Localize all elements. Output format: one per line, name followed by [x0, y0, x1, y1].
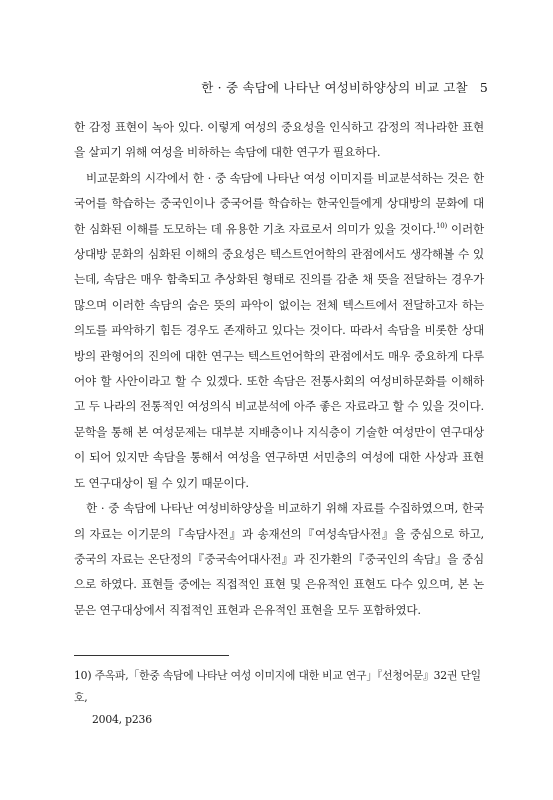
- footnote-divider: [74, 655, 229, 656]
- running-title: 한 · 중 속담에 나타난 여성비하양상의 비교 고찰: [201, 80, 468, 95]
- running-header: [201, 78, 488, 96]
- paragraph-3: 한 · 중 속담에 나타난 여성비하양상을 비교하기 위해 자료를 수집하였으며, 한국의 자료는 이기문의『속담사전』과 송재선의『여성속담사전』을 중심으로 하고, 중국의 자료는 온단정의『중국속어대사전』과 진가환의『중국인의 속담』을 중심으로 하였다. 표현들 중에는 직접적인 표현 및 은유적인 표현도 다수 있으며, 본 논문은 연구대상에서 직접적인 표현과 은유적인 표현을 모두 포함하였다.: [74, 501, 484, 617]
- footnote: [74, 665, 484, 731]
- paragraph-2-before-ref: 비교문화의 시각에서 한 · 중 속담에 나타난 여성 이미지를 비교분석하는 것은 한국어를 학습하는 중국인이나 중국어를 학습하는 한국인들에게 상대방의 문화에 대한 심화된 이해를 도모하는 데 유용한 기초 자료로서 의미가 있을 것이다.: [74, 170, 484, 236]
- footnote-reference[interactable]: 10): [436, 221, 448, 230]
- footnote-line-2: 2004, p236: [92, 713, 152, 726]
- page-number: 5: [479, 80, 488, 95]
- paragraph-2-after-ref: 이러한 상대방 문화의 심화된 이해의 중요성은 텍스트언어학의 관점에서도 생각해볼 수 있는데, 속담은 매우 함축되고 추상화된 형태로 진의를 감춘 채 뜻을 전달하는 경우가 많으며 이러한 속담의 숨은 뜻의 파악이 없이는 전체 텍스트에서 전달하고자 하는 의도를 파악하기 힘든 경우도 존재하고 있다는 것이다. 따라서 속담을 비롯한 상대방의 관형어의 진의에 대한 연구는 텍스트언어학의 관점에서도 매우 중요하게 다루어야 할 사안이라고 할 수 있겠다. 또한 속담은 전통사회의 여성비하문화를 이해하고 두 나라의 전통적인 여성의식 비교분석에 아주 좋은 자료라고 할 수 있을 것이다. 문학을 통해 본 여성문제는 대부분 지배층이나 지식층이 기술한 여성만이 연구대상이 되어 있지만 속담을 통해서 여성을 연구하면 서민층의 여성에 대한 사상과 표현도 연구대상이 될 수 있기 때문이다.: [74, 221, 485, 490]
- footnote-marker: 10): [74, 669, 92, 682]
- footnote-line-1: [74, 665, 484, 709]
- footnote-text: 주옥파,「한중 속담에 나타난 여성 이미지에 대한 비교 연구」『선청어문』32권 단일호,: [74, 669, 481, 704]
- paragraph-1: 한 감정 표현이 녹아 있다. 이렇게 여성의 중요성을 인식하고 감정의 적나라한 표현을 살피기 위해 여성을 비하하는 속담에 대한 연구가 필요하다.: [74, 120, 484, 160]
- paragraph-2: [74, 166, 484, 496]
- body-text: [74, 115, 484, 623]
